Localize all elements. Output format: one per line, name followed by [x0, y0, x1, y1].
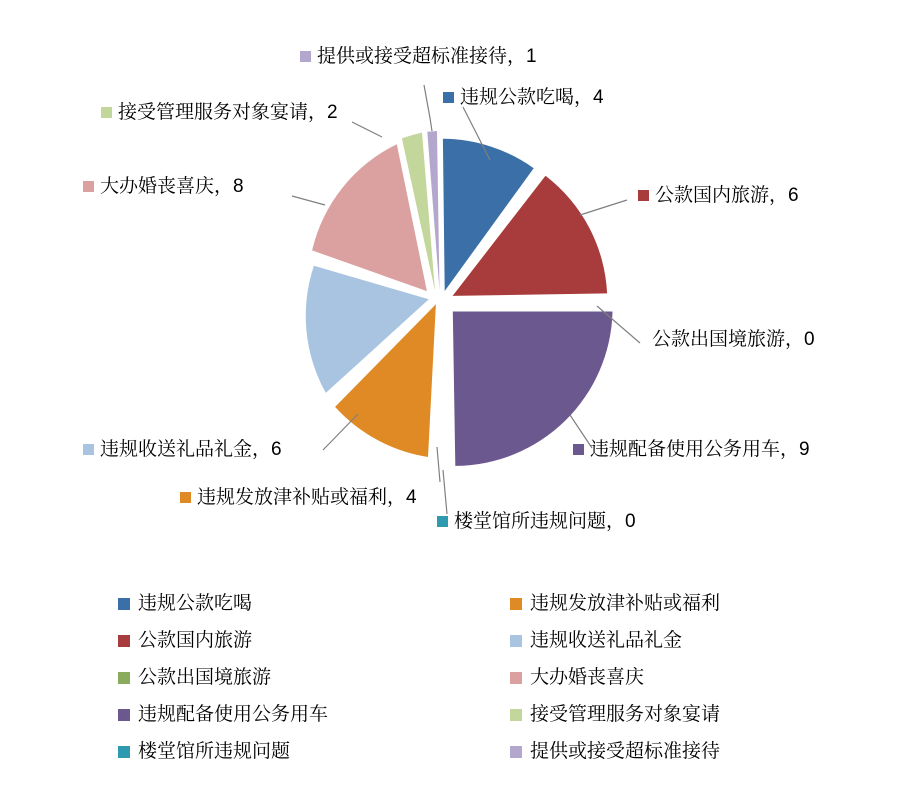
legend-item[interactable]	[510, 733, 720, 770]
legend-item-label: 违规公款吃喝	[138, 593, 253, 614]
swatch-loutangguansuo-weigui	[437, 516, 448, 527]
swatch-weigui-shousong-lipin	[83, 444, 94, 455]
swatch-tigong-chaobiaozhun-jiedai	[300, 51, 311, 62]
swatch-gongkuan-guonei-lvyou	[638, 190, 649, 201]
legend-item-label: 违规配备使用公务用车	[138, 704, 329, 725]
callout-tigong-chaobiaozhun-jiedai	[300, 47, 537, 66]
legend-swatch-icon	[118, 672, 130, 684]
leader-line-yanqing	[352, 122, 382, 137]
legend-swatch-icon	[118, 746, 130, 758]
leader-line-lipin	[323, 414, 358, 450]
swatch-weigui-fafang-jinbutie	[180, 492, 191, 503]
callout-label: 公款出国境旅游，0	[652, 329, 815, 350]
callout-loutangguansuo-weigui	[437, 512, 636, 531]
legend-item-label: 公款出国境旅游	[138, 667, 272, 688]
legend-swatch-icon	[118, 635, 130, 647]
legend-item[interactable]	[510, 659, 720, 696]
legend-item[interactable]	[510, 585, 720, 622]
swatch-weigui-gongkuan-chihe	[443, 92, 454, 103]
callout-dab-hunsang-xiqing	[83, 177, 244, 196]
legend-item-label: 接受管理服务对象宴请	[530, 704, 721, 725]
callout-gongkuan-chuguo-lvyou	[652, 330, 815, 349]
legend-item-label: 违规发放津补贴或福利	[530, 593, 721, 614]
swatch-weigui-peibei-gongwuche	[573, 444, 584, 455]
callout-label: 大办婚丧喜庆，8	[100, 176, 244, 197]
leader-line-hunsang	[292, 196, 325, 205]
legend-item[interactable]	[118, 733, 328, 770]
callout-label: 违规配备使用公务用车，9	[590, 439, 810, 460]
callout-weigui-fafang-jinbutie	[180, 488, 417, 507]
callout-label: 违规公款吃喝，4	[460, 87, 604, 108]
legend-column-right	[510, 585, 720, 770]
callout-label: 楼堂馆所违规问题，0	[454, 511, 636, 532]
legend-item[interactable]	[510, 622, 720, 659]
callout-label: 接受管理服务对象宴请，2	[118, 102, 338, 123]
legend-item-label: 楼堂馆所违规问题	[138, 741, 291, 762]
legend-column-left	[118, 585, 328, 770]
swatch-dab-hunsang-xiqing	[83, 181, 94, 192]
legend-swatch-icon	[510, 672, 522, 684]
legend-swatch-icon	[510, 598, 522, 610]
legend-swatch-icon	[118, 709, 130, 721]
legend-item[interactable]	[510, 696, 720, 733]
legend-swatch-icon	[510, 709, 522, 721]
legend-item-label: 提供或接受超标准接待	[530, 741, 721, 762]
legend-item-label: 公款国内旅游	[138, 630, 253, 651]
leader-line-loutang	[443, 470, 447, 514]
leader-line-guonei	[580, 200, 627, 215]
callout-jieshou-guanli-yanqing	[101, 103, 338, 122]
callout-label: 违规收送礼品礼金，6	[100, 439, 282, 460]
pie-slice-tigong-chaobiaozhun-jiedai[interactable]	[427, 131, 439, 291]
swatch-jieshou-guanli-yanqing	[101, 107, 112, 118]
legend-swatch-icon	[118, 598, 130, 610]
callout-label: 提供或接受超标准接待，1	[317, 46, 537, 67]
callout-weigui-gongkuan-chihe	[443, 88, 604, 107]
legend-item[interactable]	[118, 659, 328, 696]
legend-item[interactable]	[118, 696, 328, 733]
legend-item[interactable]	[118, 622, 328, 659]
callout-gongkuan-guonei-lvyou	[638, 186, 799, 205]
leader-line-jinbutie	[437, 447, 440, 482]
callout-label: 公款国内旅游，6	[655, 185, 799, 206]
legend-item[interactable]	[118, 585, 328, 622]
pie-slice-group	[306, 131, 613, 466]
legend-swatch-icon	[510, 746, 522, 758]
legend-swatch-icon	[510, 635, 522, 647]
legend-item-label: 违规收送礼品礼金	[530, 630, 683, 651]
legend-item-label: 大办婚丧喜庆	[530, 667, 645, 688]
callout-weigui-shousong-lipin	[83, 440, 282, 459]
leader-line-tigong	[424, 85, 432, 131]
callout-weigui-peibei-gongwuche	[573, 440, 810, 459]
callout-label: 违规发放津补贴或福利，4	[197, 487, 417, 508]
